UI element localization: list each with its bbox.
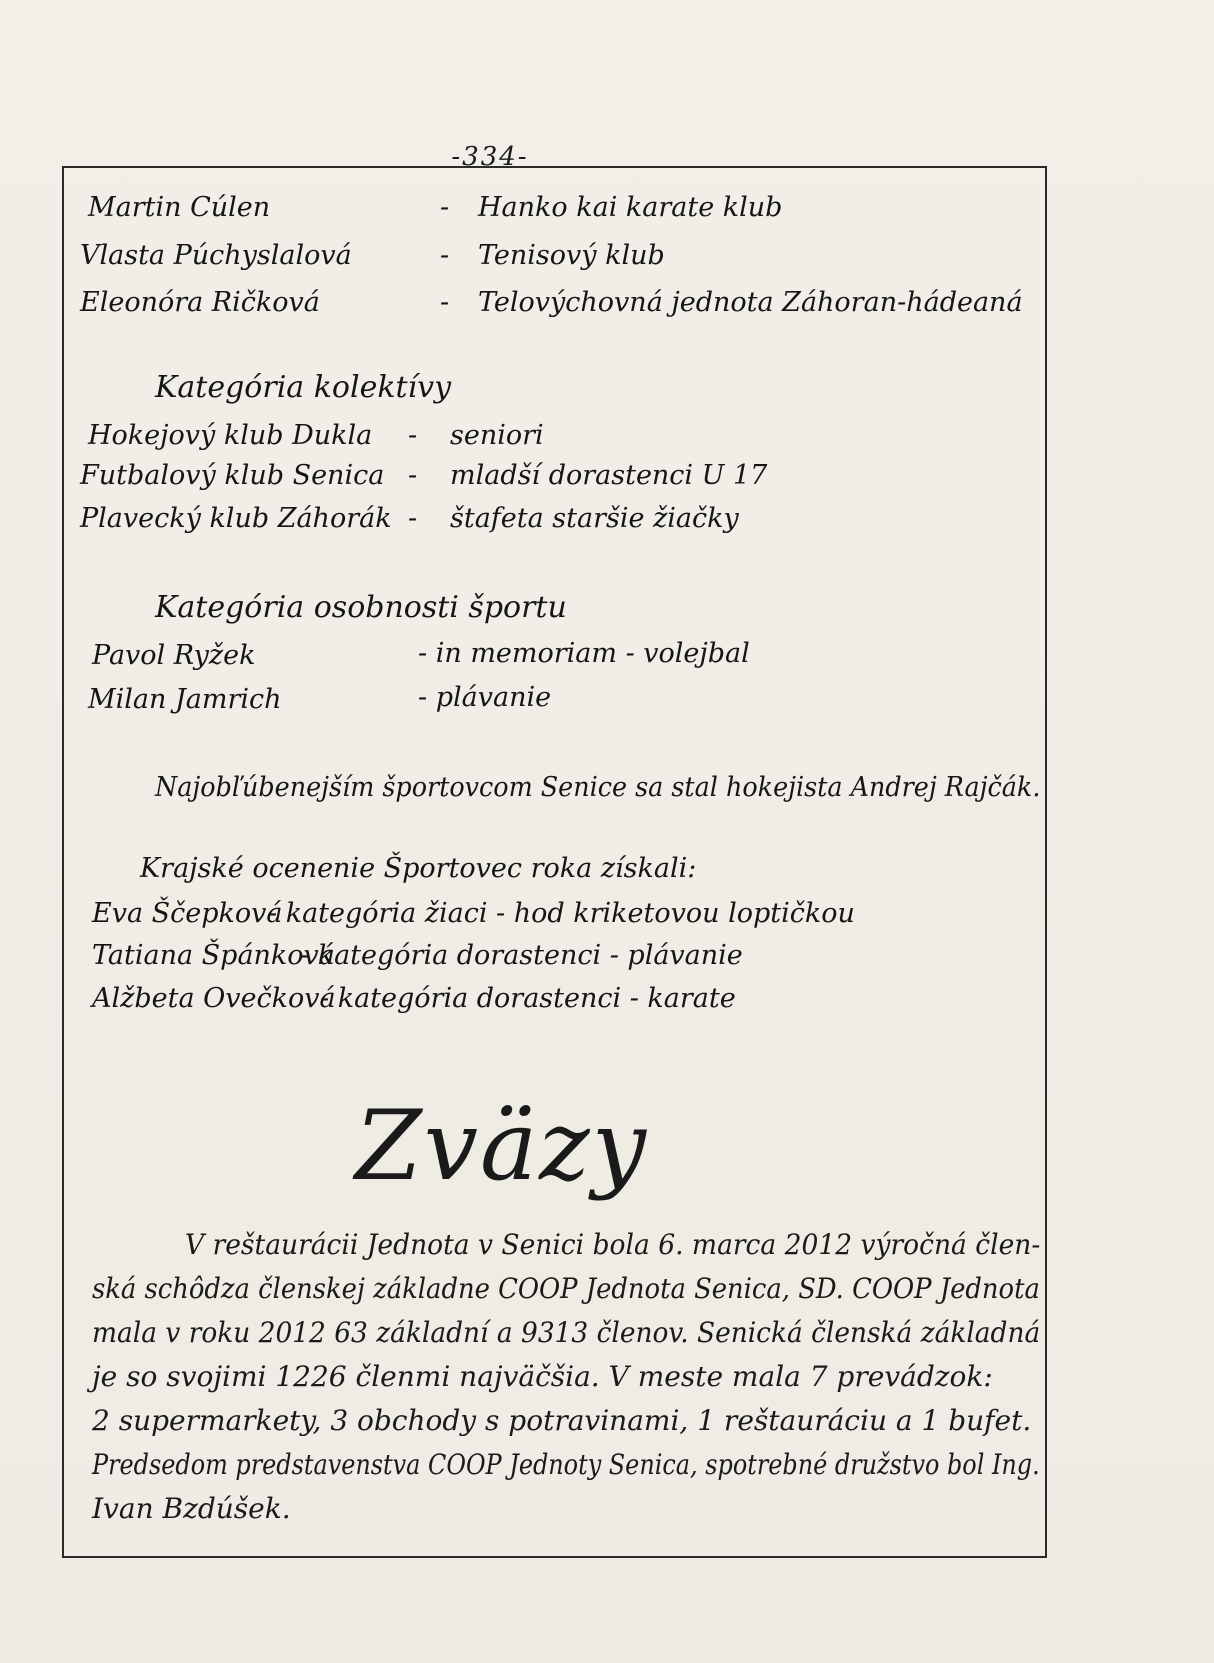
paragraph-line-1: V reštaurácii Jednota v Senici bola 6. marca 2012 výročná člen-	[185, 1228, 1041, 1261]
athlete-name-1: Martin Cúlen	[88, 192, 271, 223]
regional-name-2: Tatiana Špánková	[92, 940, 335, 971]
athlete-club-3: Telovýchovná jednota Záhoran-hádeaná	[478, 287, 1023, 318]
collective-dash-1: -	[408, 420, 418, 451]
page-number: -334-	[451, 142, 529, 172]
athlete-club-1: Hanko kai karate klub	[478, 192, 783, 223]
collective-detail-1: seniori	[450, 420, 544, 451]
collective-name-3: Plavecký klub Záhorák	[80, 503, 392, 534]
paragraph-line-5: 2 supermarkety, 3 obchody s potravinami, 1 reštauráciu a 1 bufet.	[92, 1404, 1032, 1437]
collective-name-2: Futbalový klub Senica	[80, 460, 385, 491]
athlete-name-3: Eleonóra Ričková	[80, 287, 320, 318]
regional-name-1: Eva Ščepková	[92, 898, 283, 929]
regional-name-3: Alžbeta Ovečková	[92, 983, 336, 1014]
athlete-dash-2: -	[440, 240, 450, 271]
personality-name-2: Milan Jamrich	[88, 684, 282, 715]
athlete-dash-1: -	[440, 192, 450, 223]
collective-detail-3: štafeta staršie žiačky	[450, 503, 739, 534]
regional-detail-1: - kategória žiaci - hod kriketovou loptičkou	[268, 898, 855, 929]
paragraph-line-2: ská schôdza členskej základne COOP Jednota Senica, SD. COOP Jednota	[92, 1272, 1040, 1305]
regional-detail-2: - kategória dorastenci - plávanie	[300, 940, 743, 971]
personalities-heading: Kategória osobnosti športu	[155, 590, 567, 625]
personality-detail-2: - plávanie	[418, 682, 552, 713]
most-popular-athlete: Najobľúbenejším športovcom Senice sa stal hokejista Andrej Rajčák.	[155, 772, 1041, 803]
collective-dash-3: -	[408, 503, 418, 534]
collective-name-1: Hokejový klub Dukla	[88, 420, 373, 451]
collective-detail-2: mladší dorastenci U 17	[450, 460, 768, 491]
athlete-dash-3: -	[440, 287, 450, 318]
paragraph-line-7: Ivan Bzdúšek.	[92, 1492, 291, 1525]
paragraph-line-3: mala v roku 2012 63 základní a 9313 členov. Senická členská základná	[92, 1316, 1041, 1349]
collectives-heading: Kategória kolektívy	[155, 370, 452, 405]
athlete-name-2: Vlasta Púchyslalová	[80, 240, 352, 271]
section-title: Zväzy	[355, 1090, 648, 1202]
collective-dash-2: -	[408, 460, 418, 491]
regional-heading: Krajské ocenenie Športovec roka získali:	[140, 853, 697, 884]
paragraph-line-6: Predsedom predstavenstva COOP Jednoty Senica, spotrebné družstvo bol Ing.	[92, 1448, 1040, 1481]
athlete-club-2: Tenisový klub	[478, 240, 665, 271]
paragraph-line-4: je so svojimi 1226 členmi najväčšia. V meste mala 7 prevádzok:	[92, 1360, 993, 1393]
regional-detail-3: - kategória dorastenci - karate	[320, 983, 736, 1014]
personality-detail-1: - in memoriam - volejbal	[418, 638, 750, 669]
personality-name-1: Pavol Ryžek	[92, 640, 256, 671]
